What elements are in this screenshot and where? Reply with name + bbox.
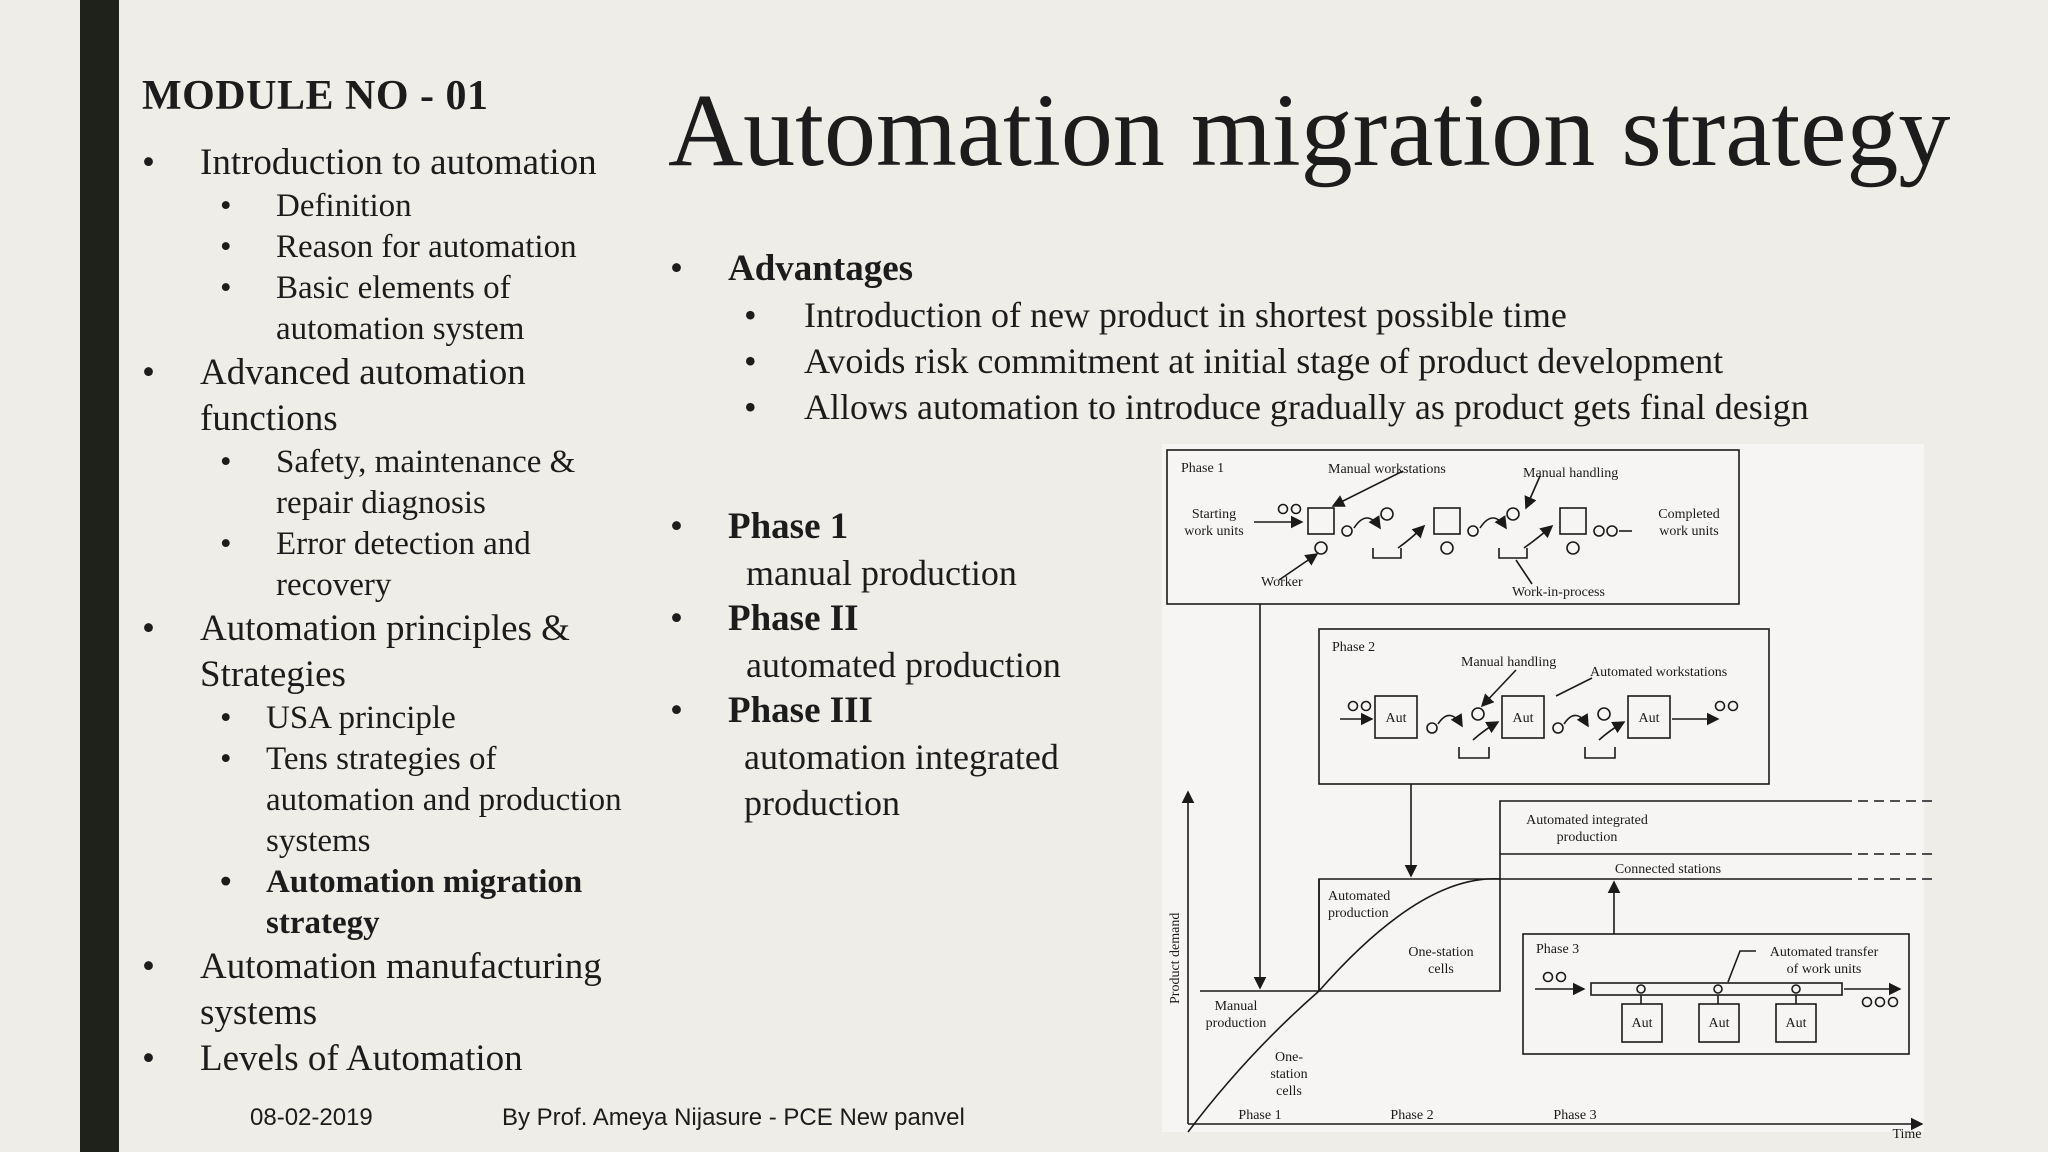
one-station-cells-label: One-station cells [1408, 945, 1474, 977]
work-unit-icon [1863, 998, 1872, 1007]
graph-x-phase-label: Phase 3 [1553, 1108, 1597, 1123]
phases-list [670, 504, 1090, 826]
worker-icon [1315, 542, 1327, 554]
handler-icon [1507, 508, 1519, 520]
toc-sub-tens: • Tens strategies of automation and production systems [142, 739, 662, 862]
toc-item-principles: • Automation principles & Strategies [142, 606, 662, 698]
integrated-production-label: Automated integrated production [1526, 813, 1648, 845]
advantages-heading: • Advantages [670, 246, 1960, 292]
toc-sub-migration-current: • Automation migration strategy [142, 862, 662, 944]
toc-sub-basic-elements: • Basic elements of automation system [142, 268, 662, 350]
module-contents-list [142, 140, 662, 1082]
starting-work-units-label: Starting work units [1184, 507, 1244, 539]
module-title: MODULE NO - 01 [142, 73, 489, 119]
advantage-point: • Introduction of new product in shortest possible time [670, 292, 1960, 338]
work-unit-icon [1279, 505, 1288, 514]
phase-description: automation integrated production [744, 737, 1059, 823]
work-unit-icon [1349, 702, 1358, 711]
work-unit-icon [1876, 998, 1885, 1007]
toc-item-manufacturing: • Automation manufacturing systems [142, 944, 662, 1036]
work-unit-icon [1792, 985, 1800, 993]
toc-sub-safety: • Safety, maintenance & repair diagnosis [142, 442, 662, 524]
graph-x-axis-label: Time [1892, 1127, 1922, 1142]
footer-date: 08-02-2019 [250, 1104, 373, 1131]
work-unit-icon [1544, 973, 1553, 982]
wip-tray-icon [1373, 548, 1401, 558]
automated-transfer-label: Automated transfer of work units [1769, 945, 1879, 977]
manual-production-step [1200, 801, 1842, 991]
advantage-point: • Avoids risk commitment at initial stage of product development [670, 338, 1960, 384]
graph-x-phase-label: Phase 1 [1238, 1108, 1282, 1123]
manual-production-label: Manual production [1205, 999, 1267, 1031]
one-station-cells-left-label: One-station cells [1270, 1050, 1308, 1099]
work-unit-icon [1716, 702, 1725, 711]
wip-tray-icon [1585, 747, 1615, 758]
station-label: Aut [1512, 711, 1534, 726]
station-label: Aut [1785, 1016, 1807, 1031]
automated-production-label: Automated production [1328, 889, 1391, 921]
wip-tray-icon [1459, 747, 1489, 758]
work-unit-icon [1889, 998, 1898, 1007]
work-unit-icon [1292, 505, 1301, 514]
toc-item-levels: • Levels of Automation [142, 1036, 662, 1082]
phase1-label: Phase 1 [1181, 461, 1225, 476]
handler-icon [1598, 708, 1610, 720]
work-unit-icon [1342, 526, 1352, 536]
automated-workstations-label: Automated workstations [1590, 665, 1728, 680]
phase-description: automated production [746, 645, 1061, 685]
work-unit-icon [1362, 702, 1371, 711]
phase2-label: Phase 2 [1332, 640, 1376, 655]
graph-x-phase-label: Phase 2 [1390, 1108, 1434, 1123]
worker-icon [1567, 542, 1579, 554]
toc-item-advanced: • Advanced automation functions [142, 350, 662, 442]
manual-workstation-icon [1560, 508, 1586, 534]
manual-workstation-icon [1434, 508, 1460, 534]
worker-label: Worker [1261, 575, 1303, 590]
manual-workstation-icon [1308, 508, 1334, 534]
phase-description: manual production [746, 553, 1017, 593]
station-label: Aut [1638, 711, 1660, 726]
station-label: Aut [1708, 1016, 1730, 1031]
station-label: Aut [1631, 1016, 1653, 1031]
phase1-box [1167, 450, 1739, 604]
work-unit-icon [1607, 526, 1617, 536]
work-unit-icon [1557, 973, 1566, 982]
phase3-label: Phase 3 [1536, 942, 1580, 957]
graph-y-axis-label: Product demand [1168, 912, 1183, 1004]
work-unit-icon [1594, 526, 1604, 536]
completed-work-units-label: Completed work units [1658, 507, 1720, 539]
work-unit-icon [1637, 985, 1645, 993]
station-label: Aut [1385, 711, 1407, 726]
phase-heading: • Phase II [670, 596, 1090, 642]
toc-sub-reason: • Reason for automation [142, 227, 662, 268]
sidebar-accent-bar [80, 0, 119, 1152]
manual-handling-label: Manual handling [1523, 466, 1619, 481]
work-unit-icon [1729, 702, 1738, 711]
wip-label: Work-in-process [1512, 585, 1605, 600]
advantage-point: • Allows automation to introduce gradually as product gets final design [670, 384, 1960, 430]
migration-strategy-figure [1162, 444, 1924, 1142]
work-unit-icon [1427, 723, 1437, 733]
wip-tray-icon [1499, 548, 1527, 558]
toc-sub-definition: • Definition [142, 186, 662, 227]
handler-icon [1381, 508, 1393, 520]
phase-heading: • Phase III [670, 688, 1090, 734]
toc-sub-error: • Error detection and recovery [142, 524, 662, 606]
connected-stations-label: Connected stations [1614, 862, 1722, 877]
toc-sub-usa: • USA principle [142, 698, 662, 739]
migration-diagram-svg [1162, 444, 1924, 1142]
phase-heading: • Phase 1 [670, 504, 1090, 550]
toc-item-introduction: • Introduction to automation [142, 140, 662, 186]
worker-icon [1441, 542, 1453, 554]
manual-workstations-label: Manual workstations [1328, 462, 1446, 477]
work-unit-icon [1553, 723, 1563, 733]
manual-handling-label: Manual handling [1461, 655, 1557, 670]
handler-icon [1472, 708, 1484, 720]
footer-author: By Prof. Ameya Nijasure - PCE New panvel [502, 1104, 965, 1131]
slide-title: Automation migration strategy [668, 73, 1951, 188]
work-unit-icon [1714, 985, 1722, 993]
advantages-section [670, 246, 1960, 430]
work-unit-icon [1468, 526, 1478, 536]
